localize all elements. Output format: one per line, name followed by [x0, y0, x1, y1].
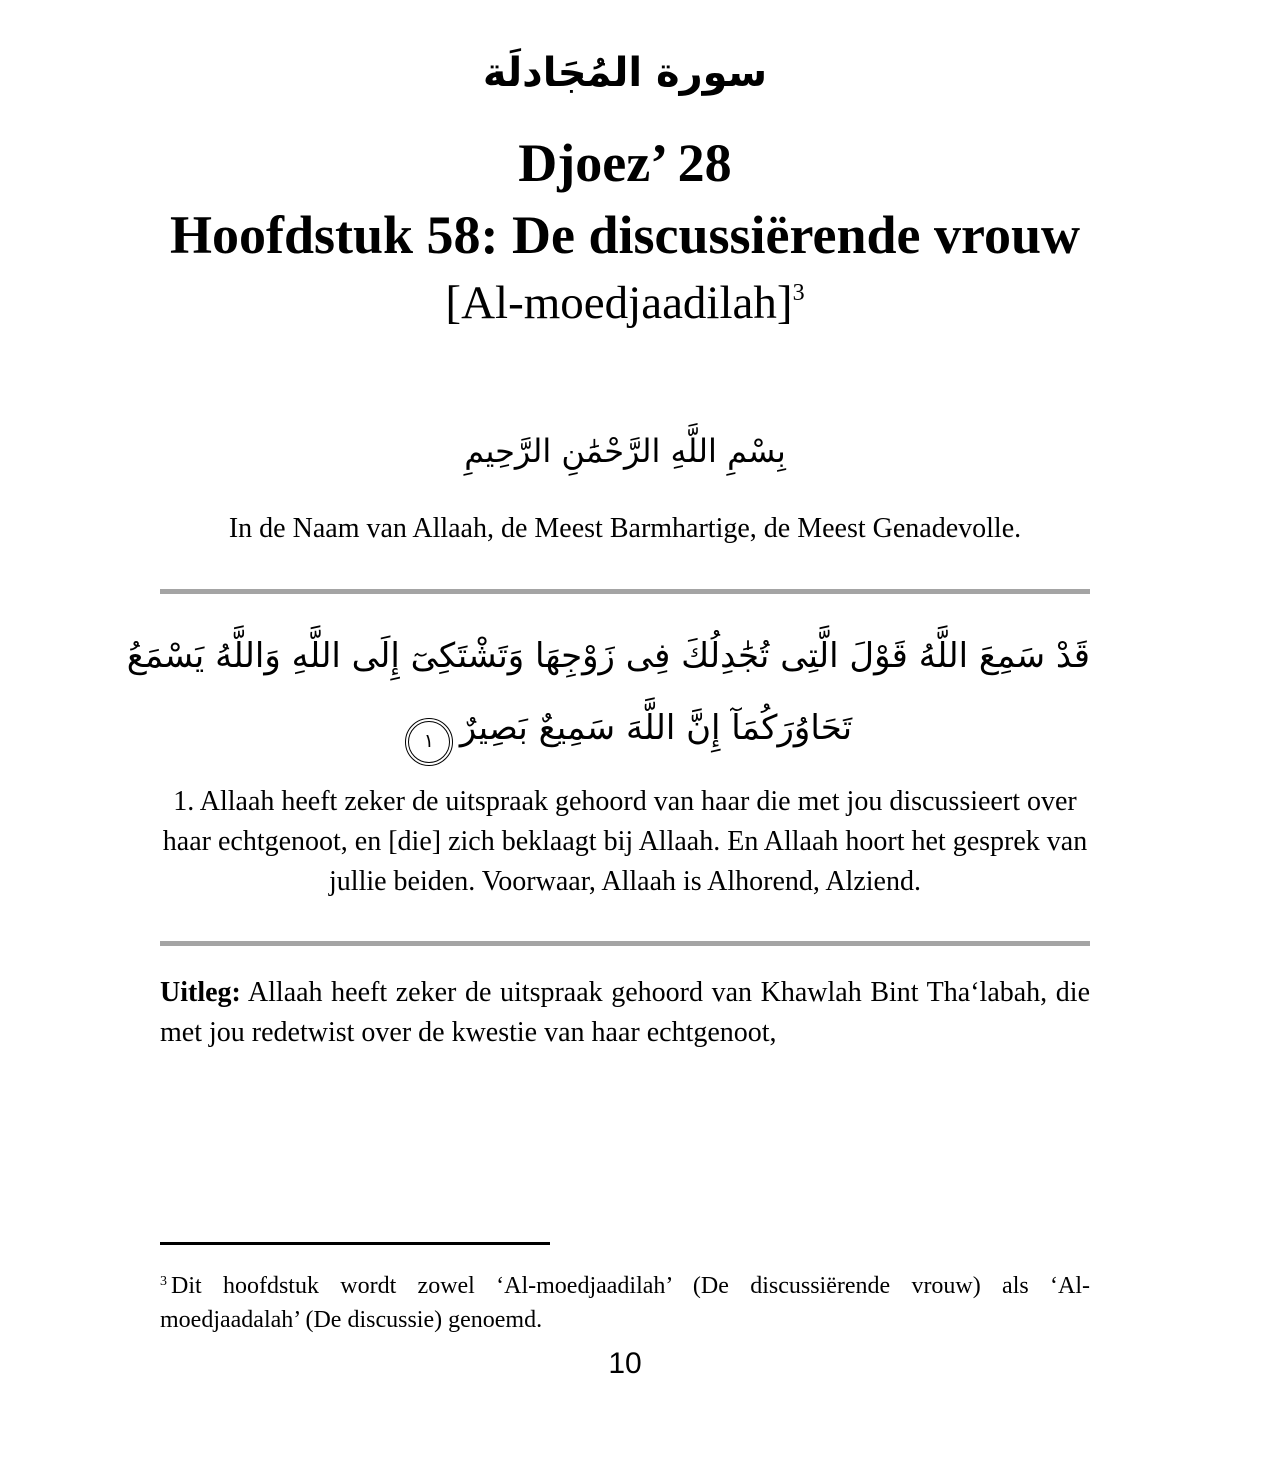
juz-heading: Djoez’ 28 [518, 133, 732, 193]
footnote-marker: 3 [160, 1274, 167, 1289]
ayah-number-digit: ١ [423, 730, 434, 752]
explanation-text: Allaah heeft zeker de uitspraak gehoord van Khawlah Bint Tha‘labah, die met jou redetwist over de kwestie van haar echtgenoot, [160, 977, 1090, 1048]
verse-arabic-line2-text: تَحَاوُرَكُمَآ إِنَّ اللَّهَ سَمِيعٌ بَصِيرٌ [459, 708, 853, 748]
verse-arabic-line1: قَدْ سَمِعَ اللَّهُ قَوْلَ الَّتِى تُجَٰدِلُكَ فِى زَوْجِهَا وَتَشْتَكِىٓ إِلَى اللَّهِ وَاللَّهُ يَسْمَعُ [126, 636, 1090, 676]
footnote-text: Dit hoofdstuk wordt zowel ‘Al-moedjaadilah’ (De discussiërende vrouw) als ‘Al-moedjaadalah’ (De discussie) genoemd. [160, 1273, 1090, 1333]
chapter-heading: Hoofdstuk 58: De discussiërende vrouw [169, 205, 1081, 265]
verse-arabic [126, 620, 1090, 764]
transliteration-text: [Al-moedjaadilah] [445, 277, 793, 329]
section-divider-bottom [160, 941, 1090, 946]
verse-translation: 1. Allaah heeft zeker de uitspraak gehoord van haar die met jou discussieert over haar echtgenoot, en [die] zich beklaagt bij Allaah. En Allaah hoort het gesprek van jullie beiden. Voorwaar, Allaah is Alhorend, Alziend. [162, 786, 1088, 897]
basmala-arabic: بِسْمِ اللَّهِ الرَّحْمَٰنِ الرَّحِيمِ [464, 432, 786, 470]
footnote-area [160, 1242, 1090, 1337]
explanation-label: Uitleg: [160, 977, 241, 1008]
section-divider-top [160, 589, 1090, 594]
basmala-translation: In de Naam van Allaah, de Meest Barmhartige, de Meest Genadevolle. [228, 513, 1022, 544]
page-number: 10 [608, 1347, 642, 1380]
surah-title-arabic: سورة المُجَادلَة [482, 50, 768, 96]
footnote-paragraph [160, 1269, 1090, 1337]
transliteration-subtitle [160, 271, 1090, 335]
ayah-number-marker [408, 721, 450, 763]
footnote-reference: 3 [792, 280, 805, 306]
verse-arabic-line2 [160, 692, 1090, 764]
footnote-divider [160, 1242, 550, 1245]
explanation-paragraph [160, 973, 1090, 1053]
